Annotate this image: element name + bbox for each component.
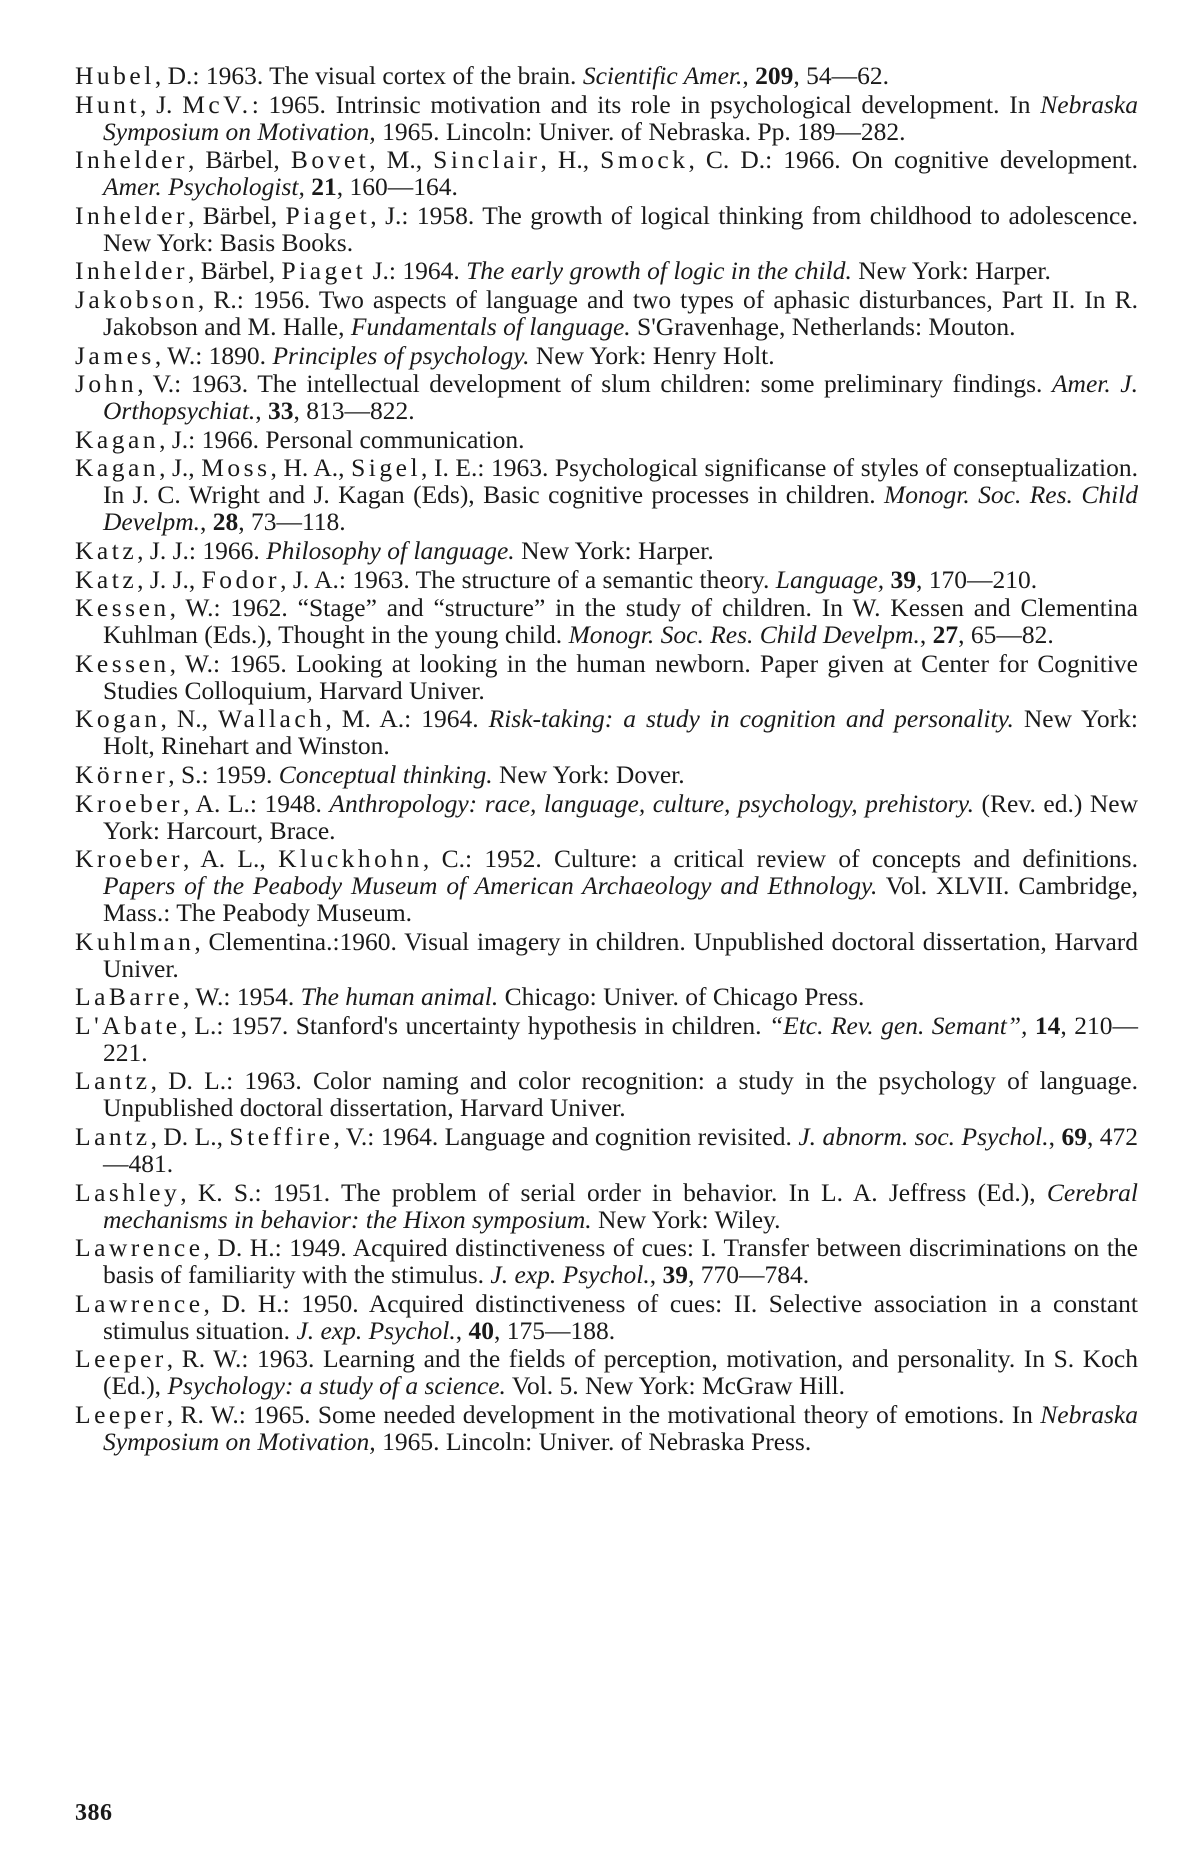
reference-text: , 175—188.: [493, 1315, 616, 1345]
reference-text: , S.: 1959.: [168, 759, 279, 789]
volume-number: 21: [311, 172, 337, 202]
reference-text: Vol. 5. New York: McGraw Hill.: [505, 1371, 845, 1401]
author-name: Kagan: [75, 453, 160, 483]
author-name: Inhelder: [75, 145, 188, 175]
author-name: L'Abate: [75, 1010, 181, 1040]
reference-text: , 770—784.: [687, 1260, 810, 1290]
title-italic: Nebraska Symposium on Motivation,: [103, 1400, 1138, 1457]
reference-text: , 813—822.: [293, 396, 415, 426]
author-name: Kagan: [75, 424, 160, 454]
reference-entry: [75, 454, 1138, 535]
reference-text: , N.,: [160, 704, 218, 734]
reference-entry: [75, 650, 1138, 704]
reference-text: New York: Dover.: [492, 759, 685, 789]
volume-number: 14: [1034, 1010, 1061, 1040]
reference-text: , Bärbel,: [187, 256, 282, 286]
reference-text: , M. A.: 1964.: [325, 704, 489, 734]
author-name: Leeper: [75, 1344, 167, 1374]
reference-text: , 472—481.: [103, 1122, 1139, 1179]
title-italic: Nebraska Symposium on Motivation,: [103, 89, 1138, 146]
reference-text: , 160—164.: [336, 172, 458, 202]
author-name: LaBarre: [75, 982, 184, 1012]
reference-text: , H. A.,: [270, 453, 352, 483]
author-name: Körner: [75, 759, 169, 789]
reference-text: , Bärbel,: [187, 145, 291, 175]
author-name: Steffire: [229, 1122, 334, 1152]
reference-entry: [75, 426, 1138, 453]
author-name: Kessen: [75, 648, 170, 678]
reference-text: , 170—210.: [916, 564, 1038, 594]
author-name: Kogan: [75, 704, 161, 734]
author-name: James: [75, 340, 155, 370]
reference-entry: [75, 202, 1138, 256]
reference-text: S'Gravenhage, Netherlands: Mouton.: [630, 311, 1016, 341]
author-name: Piaget: [281, 256, 367, 286]
reference-text: ,: [455, 1315, 469, 1345]
reference-entry: [75, 537, 1138, 564]
page-number: 386: [75, 1800, 113, 1826]
reference-entry: [75, 286, 1138, 340]
reference-list: [75, 62, 1138, 1457]
reference-text: 1965. Lincoln: Univer. of Nebraska Press.: [375, 1427, 812, 1457]
reference-entry: [75, 257, 1138, 284]
reference-entry: [75, 1012, 1138, 1066]
reference-text: , J.: 1958. The growth of logical thinking from childhood to adolescence. New York: Basis Books.: [103, 200, 1138, 257]
title-italic: Papers of the Peabody Museum of American Archaeology and Ethnology.: [103, 871, 878, 901]
reference-entry: [75, 761, 1138, 788]
reference-entry: [75, 146, 1138, 200]
reference-text: , W.: 1965. Looking at looking in the human newborn. Paper given at Center for Cognitive Studies Colloquium, Harvard Univer.: [103, 648, 1138, 705]
reference-text: , C. D.: 1966. On cognitive development.: [688, 145, 1138, 175]
reference-text: , D. H.: 1949. Acquired distinctiveness of cues: I. Transfer between discriminations on the basis of familiarity with the stimulus.: [103, 1233, 1138, 1290]
author-name: Wallach: [218, 704, 326, 734]
author-name: Katz: [75, 535, 138, 565]
reference-text: , W.: 1962. “Stage” and “structure” in the study of children. In W. Kessen and Clementina Kuhlman (Eds.), Thought in the young child.: [103, 593, 1138, 650]
author-name: Kessen: [75, 593, 170, 623]
title-italic: Principles of psychology.: [272, 340, 530, 370]
reference-entry: [75, 342, 1138, 369]
reference-text: (Rev. ed.) New York: Harcourt, Brace.: [103, 788, 1139, 845]
author-name: Sigel: [351, 453, 422, 483]
reference-entry: [75, 1234, 1138, 1288]
reference-entry: [75, 62, 1138, 89]
reference-text: [1027, 1011, 1034, 1040]
author-name: Inhelder: [75, 200, 188, 230]
author-name: Kuhlman: [75, 926, 195, 956]
reference-text: ,: [200, 507, 213, 537]
author-name: Sinclair: [433, 145, 541, 175]
reference-entry: [75, 983, 1138, 1010]
title-italic: Language,: [775, 564, 885, 594]
author-name: Kroeber: [75, 788, 184, 818]
author-name: Lantz: [75, 1066, 151, 1096]
title-italic: Conceptual thinking.: [278, 759, 493, 789]
author-name: Jakobson: [75, 284, 198, 314]
title-italic: Scientific Amer.: [582, 61, 743, 90]
reference-text: : 1965. Intrinsic motivation and its role in psychological development. In: [251, 89, 1041, 119]
reference-text: , J.: 1966. Personal communication.: [159, 424, 525, 454]
reference-entry: [75, 1123, 1138, 1177]
reference-entry: [75, 845, 1138, 926]
reference-text: , R. W.: 1965. Some needed development in the motivational theory of emotions. In: [166, 1400, 1041, 1430]
author-name: Lashley: [75, 1177, 181, 1207]
reference-text: , J. J.: 1966.: [137, 535, 267, 565]
author-name: Hunt: [75, 89, 140, 119]
title-italic: Fundamentals of language.: [350, 311, 631, 341]
reference-text: J.: 1964.: [366, 256, 467, 286]
reference-text: , I. E.: 1963. Psychological significanse of styles of conseptualization. In J. C. Wright and J. Kagan (Eds), Basic cognitive processes in children.: [103, 453, 1138, 510]
reference-text: , R.: 1956. Two aspects of language and two types of aphasic disturbances, Part II. In R. Jakobson and M. Halle,: [103, 284, 1138, 341]
reference-text: , 54—62.: [793, 61, 890, 90]
reference-text: , D. L.: 1963. Color naming and color recognition: a study in the psychology of language. Unpublished doctoral dissertation, Harvard Univer.: [103, 1066, 1138, 1123]
reference-text: New York: Henry Holt.: [529, 340, 775, 370]
reference-text: 1965. Lincoln: Univer. of Nebraska. Pp. 189—282.: [375, 116, 906, 146]
reference-entry: [75, 566, 1138, 593]
reference-text: ,: [1048, 1122, 1062, 1152]
reference-text: New York: Harper.: [851, 256, 1051, 286]
reference-text: , R. W.: 1963. Learning and the fields of perception, motivation, and personality. In S. Koch (Ed.),: [103, 1344, 1138, 1401]
reference-text: , W.: 1954.: [183, 982, 301, 1012]
reference-text: , J.,: [159, 453, 202, 483]
author-name: Hubel: [75, 61, 155, 90]
reference-text: Chicago: Univer. of Chicago Press.: [498, 982, 865, 1012]
reference-text: , A. L.: 1948.: [183, 788, 330, 818]
reference-entry: [75, 705, 1138, 759]
title-italic: Cerebral mechanisms in behavior: the Hixon symposium.: [103, 1177, 1138, 1234]
volume-number: 69: [1061, 1122, 1087, 1152]
reference-text: , L.: 1957. Stanford's uncertainty hypothesis in children.: [180, 1010, 769, 1040]
reference-text: ,: [742, 61, 756, 90]
reference-text: ,: [919, 620, 933, 650]
reference-text: New York: Harper.: [514, 535, 714, 565]
title-italic: Amer. Psychologist,: [103, 172, 305, 202]
title-italic: “Etc. Rev. gen. Semant”,: [768, 1010, 1028, 1040]
author-name: McV.: [182, 89, 252, 119]
reference-entry: [75, 1345, 1138, 1399]
reference-text: New York: Wiley.: [591, 1204, 781, 1234]
volume-number: 39: [662, 1260, 688, 1290]
volume-number: 33: [268, 396, 294, 426]
author-name: Kroeber: [75, 844, 184, 874]
reference-entry: [75, 370, 1138, 424]
reference-text: , 73—118.: [238, 507, 346, 537]
reference-entry: [75, 594, 1138, 648]
title-italic: J. exp. Psychol.: [296, 1315, 456, 1345]
reference-entry: [75, 928, 1138, 982]
title-italic: The human animal.: [300, 982, 499, 1012]
author-name: Leeper: [75, 1400, 167, 1430]
reference-text: ,: [255, 396, 269, 426]
author-name: Fodor: [201, 564, 281, 594]
reference-entry: [75, 1401, 1138, 1455]
author-name: Piaget: [285, 200, 371, 230]
author-name: Lawrence: [75, 1288, 204, 1318]
reference-entry: [75, 1067, 1138, 1121]
title-italic: Monogr. Soc. Res. Child Develpm.: [103, 480, 1138, 537]
reference-text: Vol. XLVII. Cambridge, Mass.: The Peabody Museum.: [103, 871, 1138, 928]
volume-number: 209: [755, 61, 794, 90]
reference-text: , K. S.: 1951. The problem of serial order in behavior. In L. A. Jeffress (Ed.),: [180, 1177, 1047, 1207]
author-name: Kluckhohn: [278, 844, 423, 874]
reference-entry: [75, 1179, 1138, 1233]
reference-text: , J. J.,: [137, 564, 202, 594]
reference-text: , V.: 1964. Language and cognition revisited.: [333, 1122, 799, 1152]
reference-text: ,: [649, 1260, 663, 1290]
title-italic: J. exp. Psychol.: [490, 1260, 650, 1290]
volume-number: 40: [468, 1315, 494, 1345]
reference-text: , J.: [140, 89, 183, 119]
reference-text: , H.,: [540, 145, 601, 175]
reference-text: , Bärbel,: [187, 200, 286, 230]
author-name: Lantz: [75, 1122, 151, 1152]
reference-text: , D. L.,: [150, 1122, 230, 1152]
reference-text: , Clementina.:1960. Visual imagery in children. Unpublished doctoral dissertation, Harvard Univer.: [103, 926, 1138, 983]
title-italic: Psychology: a study of a science.: [167, 1371, 506, 1401]
reference-text: , M.,: [369, 145, 434, 175]
author-name: Smock: [600, 145, 689, 175]
title-italic: Anthropology: race, language, culture, psychology, prehistory.: [329, 788, 975, 818]
author-name: Inhelder: [75, 256, 188, 286]
title-italic: Risk-taking: a study in cognition and personality.: [488, 704, 1014, 734]
title-italic: The early growth of logic in the child.: [466, 256, 852, 286]
author-name: Katz: [75, 564, 138, 594]
title-italic: J. abnorm. soc. Psychol.: [798, 1122, 1049, 1152]
author-name: John: [75, 369, 138, 399]
volume-number: 28: [212, 507, 239, 537]
title-italic: Philosophy of language.: [266, 535, 515, 565]
reference-text: , D. H.: 1950. Acquired distinctiveness of cues: II. Selective association in a constant stimulus situation.: [103, 1288, 1138, 1345]
reference-text: , J. A.: 1963. The structure of a semantic theory.: [280, 564, 776, 594]
reference-text: , W.: 1890.: [154, 340, 273, 370]
reference-text: , A. L.,: [183, 844, 279, 874]
title-italic: Amer. J. Orthopsychiat.: [103, 369, 1138, 426]
volume-number: 39: [890, 564, 917, 594]
reference-text: New York: Holt, Rinehart and Winston.: [103, 704, 1138, 761]
volume-number: 27: [932, 620, 959, 650]
reference-text: , 65—82.: [958, 620, 1054, 650]
reference-entry: [75, 91, 1138, 145]
reference-text: , V.: 1963. The intellectual development of slum children: some preliminary findings.: [137, 369, 1052, 399]
reference-entry: [75, 1290, 1138, 1344]
author-name: Lawrence: [75, 1233, 204, 1263]
author-name: Moss: [201, 453, 271, 483]
reference-text: , 210—221.: [103, 1010, 1138, 1067]
author-name: Bovet: [290, 145, 370, 175]
title-italic: Monogr. Soc. Res. Child Develpm.: [568, 620, 920, 650]
reference-text: , C.: 1952. Culture: a critical review of concepts and definitions.: [422, 844, 1138, 874]
reference-entry: [75, 790, 1138, 844]
reference-text: , D.: 1963. The visual cortex of the brain.: [154, 61, 583, 90]
